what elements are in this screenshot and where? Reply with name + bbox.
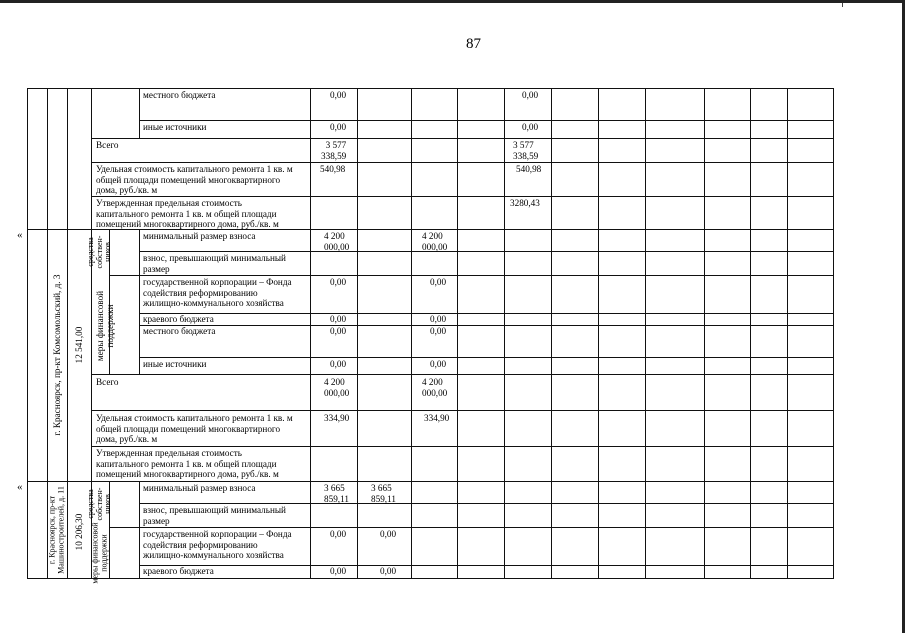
h1-value-total-c3: 4 200 000,00	[422, 377, 448, 398]
h1-value-min-contribution-c1: 4 200 000,00	[324, 231, 350, 252]
h1-label-unit-cost: Удельная стоимость капитального ремонта 1 кв. м общей площади помещений многоквартирного дома, руб./кв. м	[96, 413, 293, 445]
value-total-c1: 3 577 338,59	[321, 140, 347, 161]
house-2-owners-funds-label: средства собствен- ников	[86, 487, 113, 521]
continuation-mark-1: «	[17, 229, 23, 241]
h1-value-local-budget-c3: 0,00	[430, 326, 447, 336]
h1-value-total-c1: 4 200 000,00	[324, 377, 350, 398]
h1-label-min-contribution: минимальный размер взноса	[143, 231, 256, 241]
house-2-area: 10 206,30	[74, 513, 84, 551]
h2-label-regional-budget: краевого бюджета	[143, 566, 214, 576]
h1-label-excess-contribution: взнос, превышающий минимальный размер	[143, 253, 286, 274]
value-unit-cost-c5: 540,98	[516, 164, 542, 174]
value-other-sources-c5: 0,00	[522, 122, 539, 132]
h2-label-excess-contribution: взнос, превышающий минимальный размер	[143, 505, 286, 526]
h2-label-min-contribution: минимальный размер взноса	[143, 483, 256, 493]
h1-value-other-sources-c1: 0,00	[330, 359, 347, 369]
h2-label-state-corp: государственной корпорации – Фонда содействия реформированию жилищно-коммунального хозяйства	[143, 529, 292, 561]
h1-label-regional-budget: краевого бюджета	[143, 314, 214, 324]
house-2-address: г. Красноярск, пр-кт Машиностроителей, д. 11	[47, 486, 65, 574]
h1-value-local-budget-c1: 0,00	[330, 326, 347, 336]
label-unit-cost: Удельная стоимость капитального ремонта 1 кв. м общей площади помещений многоквартирного дома, руб./кв. м	[96, 164, 293, 196]
label-approved-max-cost: Утвержденная предельная стоимость капитального ремонта 1 кв. м общей площади помещений многоквартирного дома, руб./кв. м	[96, 198, 279, 230]
h1-label-local-budget: местного бюджета	[143, 326, 216, 336]
continuation-mark-2: «	[17, 481, 23, 493]
h2-value-min-contribution-c2: 3 665 859,11	[371, 483, 396, 504]
label-other-sources: иные источники	[143, 122, 207, 132]
h1-label-other-sources: иные источники	[143, 359, 207, 369]
value-total-c5: 3 577 338,59	[513, 140, 539, 161]
value-local-budget-c5: 0,00	[522, 90, 539, 100]
house-1-owners-funds-label: средства собствен- ников	[86, 235, 113, 269]
value-other-sources-c1: 0,00	[330, 122, 347, 132]
value-local-budget-c1: 0,00	[330, 90, 347, 100]
h2-value-state-corp-c1: 0,00	[330, 529, 347, 539]
h1-value-unit-cost-c3: 334,90	[424, 413, 450, 423]
value-unit-cost-c1: 540,98	[320, 164, 346, 174]
h2-value-regional-budget-c1: 0,00	[330, 566, 347, 576]
h1-value-regional-budget-c1: 0,00	[330, 314, 347, 324]
page-number: 87	[466, 36, 481, 52]
h1-value-other-sources-c3: 0,00	[430, 359, 447, 369]
h1-label-approved-max-cost: Утвержденная предельная стоимость капитального ремонта 1 кв. м общей площади помещений многоквартирного дома, руб./кв. м	[96, 448, 279, 480]
h2-value-min-contribution-c1: 3 665 859,11	[324, 483, 349, 504]
h1-value-state-corp-c1: 0,00	[330, 277, 347, 287]
h1-label-total: Всего	[96, 377, 119, 387]
h1-value-unit-cost-c1: 334,90	[324, 413, 350, 423]
house-1-support-measures-label: меры финансовой поддержки	[95, 290, 115, 362]
h1-value-min-contribution-c3: 4 200 000,00	[422, 231, 448, 252]
label-total: Всего	[96, 140, 119, 150]
label-local-budget: местного бюджета	[143, 90, 216, 100]
h2-value-regional-budget-c2: 0,00	[380, 566, 397, 576]
value-approved-max-cost-c5: 3280,43	[510, 198, 540, 208]
house-1-area: 12 541,00	[74, 326, 84, 364]
house-2-support-measures-label: меры финансовой поддержки	[90, 522, 108, 584]
h2-value-state-corp-c2: 0,00	[380, 529, 397, 539]
h1-label-state-corp: государственной корпорации – Фонда содействия реформированию жилищно-коммунального хозяйства	[143, 277, 292, 309]
house-1-address: г. Красноярск, пр-кт Комсомольский, д. 3	[52, 274, 62, 436]
h1-value-state-corp-c3: 0,00	[430, 277, 447, 287]
h1-value-regional-budget-c3: 0,00	[430, 314, 447, 324]
